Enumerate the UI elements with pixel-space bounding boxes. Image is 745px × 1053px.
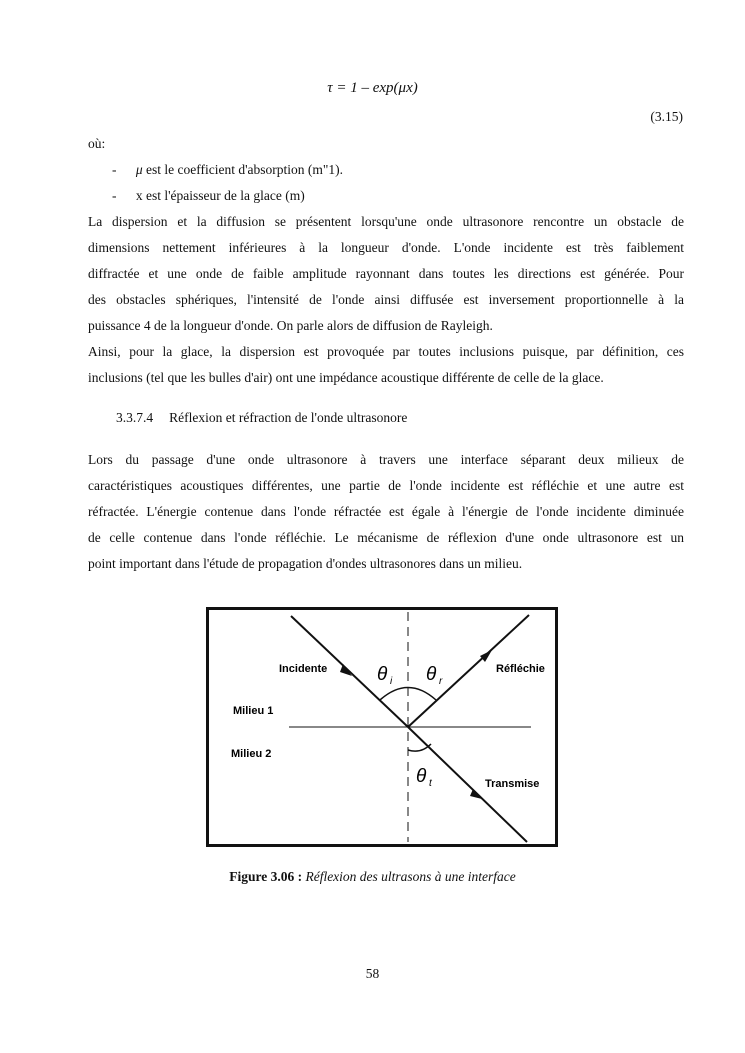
paragraph-line: caractéristiques acoustiques différentes, une partie de l'onde incidente est réfléchie et une autre est	[88, 478, 684, 493]
transmitted-arrow-icon	[470, 789, 482, 799]
figure-caption	[0, 869, 745, 885]
paragraph-line: de celle contenue dans l'onde réfléchie. Le mécanisme de réflexion d'une onde ultrasonore est un	[88, 530, 684, 545]
label-milieu-2: Milieu 2	[231, 748, 272, 760]
section-heading	[116, 410, 407, 426]
mu-symbol: μ	[135, 162, 143, 177]
label-incidente: Incidente	[279, 663, 328, 675]
bullet-text: est le coefficient d'absorption (m"1).	[142, 162, 344, 177]
bullet-absorption	[112, 162, 343, 178]
paragraph-line: point important dans l'étude de propagation d'ondes ultrasonores dans un milieu.	[88, 556, 523, 571]
theta-t-subscript: t	[429, 778, 432, 789]
paragraph-line: dimensions nettement inférieures à la longueur d'onde. L'onde incidente est très faiblement	[88, 240, 684, 255]
bullet-dash: -	[112, 162, 117, 177]
reflection-diagram	[209, 610, 555, 844]
theta-i-symbol: θ	[377, 664, 388, 685]
figure-frame	[206, 607, 558, 847]
theta-r-subscript: r	[439, 676, 443, 687]
paragraph-line: diffractée et une onde de faible amplitude rayonnant dans toutes les directions est générée. Pour	[88, 266, 684, 281]
paragraph-line: Lors du passage d'une onde ultrasonore à travers une interface séparant deux milieux de	[88, 452, 684, 467]
equation: τ = 1 – exp(μx)	[327, 80, 418, 96]
reflected-arrow-icon	[480, 650, 492, 662]
paragraph-line: réfractée. L'énergie contenue dans l'onde réfractée est égale à l'énergie de l'onde incidente diminuée	[88, 504, 684, 519]
label-reflechie: Réfléchie	[496, 663, 545, 675]
theta-i-subscript: i	[390, 676, 393, 687]
bullet-thickness	[112, 188, 305, 204]
label-milieu-1: Milieu 1	[233, 705, 274, 717]
paragraph-line: inclusions (tel que les bulles d'air) ont une impédance acoustique différente de celle de la glace.	[88, 370, 604, 385]
paragraph-line: puissance 4 de la longueur d'onde. On parle alors de diffusion de Rayleigh.	[88, 318, 493, 333]
theta-t-symbol: θ	[416, 766, 427, 787]
section-number: 3.3.7.4	[116, 410, 154, 425]
caption-label: Figure 3.06 :	[229, 869, 303, 884]
label-transmise: Transmise	[485, 778, 540, 790]
paragraph-line: La dispersion et la diffusion se présentent lorsqu'une onde ultrasonore rencontre un obstacle de	[88, 214, 684, 229]
section-title: Réflexion et réfraction de l'onde ultrasonore	[169, 410, 408, 425]
paragraph-line: Ainsi, pour la glace, la dispersion est provoquée par toutes inclusions puisque, par définition, ces	[88, 344, 684, 359]
page-number: 58	[365, 966, 380, 981]
equation-number: (3.15)	[650, 109, 683, 124]
bullet-dash: -	[112, 188, 117, 203]
incident-arrow-icon	[340, 664, 352, 676]
where-label: où:	[88, 136, 106, 151]
caption-text: Réflexion des ultrasons à une interface	[302, 869, 516, 884]
paragraph-line: des obstacles sphériques, l'intensité de l'onde ainsi diffusée est inversement proportionnelle à la	[88, 292, 684, 307]
theta-r-symbol: θ	[426, 664, 437, 685]
bullet-text: x est l'épaisseur de la glace (m)	[135, 188, 305, 203]
